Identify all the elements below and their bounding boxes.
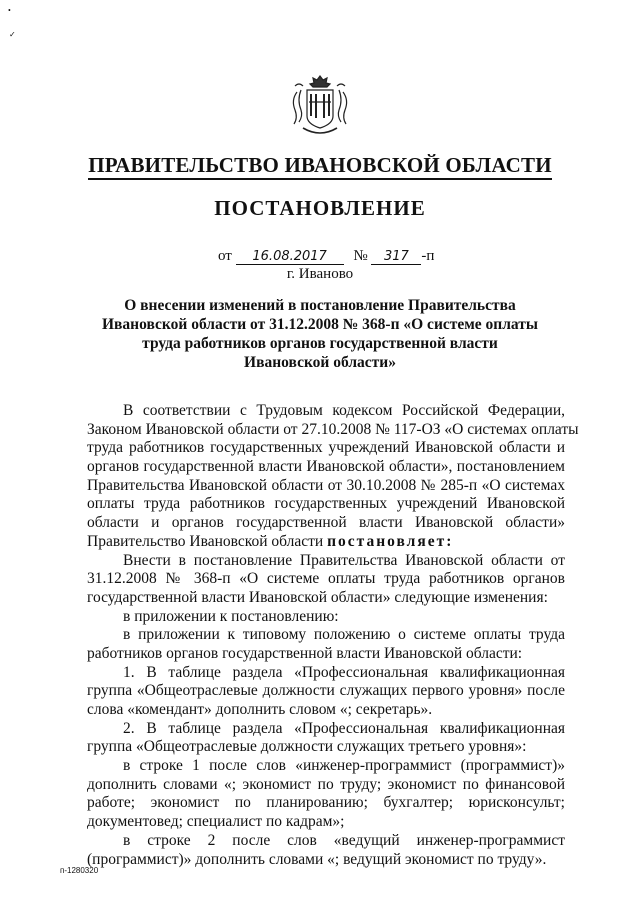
subject-line: О внесении изменений в постановление Правительства: [124, 297, 516, 314]
body-line: дополнить словами «; экономист по труду; экономист по финансовой: [87, 775, 565, 793]
government-title: ПРАВИТЕЛЬСТВО ИВАНОВСКОЙ ОБЛАСТИ: [0, 153, 640, 178]
city: г. Иваново: [286, 266, 354, 282]
body-line: группа «Общеотраслевые должности служащих первого уровня» после: [87, 682, 565, 700]
body-line: группа «Общеотраслевые должности служащих третьего уровня»:: [87, 738, 527, 756]
number-value: 317: [371, 249, 421, 265]
body-line: области и органов государственной власти Ивановской области»: [87, 514, 565, 532]
body-line: оплаты труда работников государственных учреждений Ивановской: [87, 495, 565, 513]
body-line: В соответствии с Трудовым кодексом Российской Федерации,: [123, 402, 565, 419]
number-suffix: -п: [421, 248, 435, 264]
body-line: в строке 1 после слов «инженер-программист (программист)»: [123, 757, 565, 775]
date-value: 16.08.2017: [236, 249, 344, 265]
body-line: Внести в постановление Правительства Ивановской области от: [123, 551, 565, 569]
body-line: Законом Ивановской области от 27.10.2008 № 117-ОЗ «О системах оплаты: [87, 420, 579, 438]
body-text: Правительство Ивановской области: [87, 532, 324, 550]
coat-of-arms-icon: [289, 72, 351, 138]
body-line: 1. В таблице раздела «Профессиональная квалификационная: [123, 663, 565, 681]
body-line: труда работников государственных учреждений Ивановской области и: [87, 439, 565, 457]
subject-line: Ивановской области»: [244, 354, 396, 371]
body-line: работников органов государственной власти Ивановской области:: [87, 644, 523, 662]
document-code: п-1280320: [60, 866, 99, 875]
body-line: [87, 533, 565, 552]
document-body: [87, 402, 579, 869]
body-line: работе; экономист по планированию; бухгалтер; юрисконсульт;: [87, 794, 565, 812]
body-line: Правительства Ивановской области от 30.10.2008 № 285-п «О системах: [87, 476, 565, 494]
body-line: (программист)» дополнить словами «; ведущий экономист по труду».: [87, 850, 547, 868]
scan-mark: ✓: [9, 30, 16, 39]
scan-speck: •: [8, 6, 11, 15]
subject-line: Ивановской области от 31.12.2008 № 368-п «О системе оплаты: [102, 316, 538, 333]
body-line: документовед; специалист по кадрам»;: [87, 813, 345, 831]
body-line: слова «комендант» дополнить словом «; секретарь».: [87, 701, 433, 718]
body-line: в приложении к постановлению:: [123, 607, 339, 625]
date-prefix: от: [218, 248, 232, 264]
number-prefix: №: [353, 248, 368, 264]
body-line: 31.12.2008 № 368-п «О системе оплаты труда работников органов: [87, 570, 565, 588]
date-number-line: [218, 248, 434, 265]
body-line: в приложении к типовому положению о системе оплаты труда: [123, 626, 565, 644]
body-line: в строке 2 после слов «ведущий инженер-программист: [123, 831, 565, 849]
document-type: ПОСТАНОВЛЕНИЕ: [214, 196, 426, 220]
body-line: органов государственной власти Ивановской области», постановлением: [87, 458, 565, 476]
subject-heading: [100, 296, 540, 372]
subject-line: труда работников органов государственной власти: [142, 335, 498, 352]
decree-verb: постановляет:: [327, 532, 454, 550]
body-line: 2. В таблице раздела «Профессиональная квалификационная: [123, 719, 565, 737]
body-line: государственной власти Ивановской области» следующие изменения:: [87, 588, 548, 606]
